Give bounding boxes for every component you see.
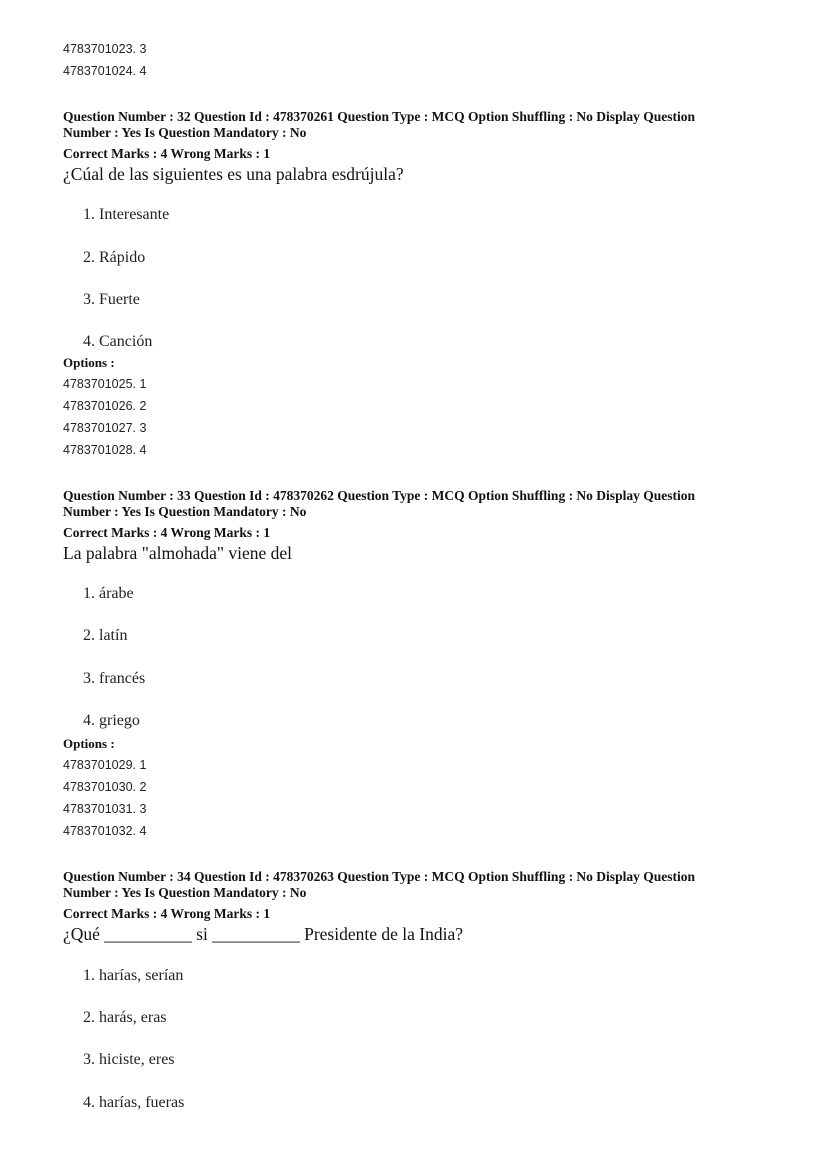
options-section — [63, 736, 146, 842]
option-row: 4783701030. 2 — [63, 780, 147, 794]
choice-item: 3. hiciste, eres — [83, 1051, 175, 1068]
option-row: 4783701024. 4 — [63, 64, 147, 78]
question-block-33 — [63, 488, 763, 564]
question-text: La palabra "almohada" viene del — [63, 543, 293, 563]
option-row: 4783701029. 1 — [63, 758, 147, 772]
choice-item: 4. harías, fueras — [83, 1094, 185, 1111]
choice-item: 2. harás, eras — [83, 1009, 167, 1026]
question-marks: Correct Marks : 4 Wrong Marks : 1 — [63, 146, 271, 161]
question-marks: Correct Marks : 4 Wrong Marks : 1 — [63, 906, 271, 921]
choice-item: 4. Canción — [83, 333, 153, 350]
option-row: 4783701025. 1 — [63, 377, 147, 391]
choice-item: 4. griego — [83, 712, 140, 729]
question-block-34 — [63, 869, 763, 945]
previous-options — [63, 38, 146, 82]
options-label: Options : — [63, 355, 115, 370]
question-header-line1: Question Number : 33 Question Id : 478370262 Question Type : MCQ Option Shuffling : No Display Question — [63, 488, 695, 503]
options-section — [63, 355, 146, 461]
choice-item: 3. francés — [83, 670, 146, 687]
question-header-line2: Number : Yes Is Question Mandatory : No — [63, 885, 307, 900]
option-row: 4783701032. 4 — [63, 824, 147, 838]
choice-item: 3. Fuerte — [83, 291, 140, 308]
question-text: ¿Qué __________ si __________ Presidente de la India? — [63, 924, 463, 944]
question-block-32 — [63, 109, 763, 185]
choice-item: 1. Interesante — [83, 206, 170, 223]
question-header-line2: Number : Yes Is Question Mandatory : No — [63, 125, 307, 140]
option-row: 4783701031. 3 — [63, 802, 147, 816]
option-row: 4783701023. 3 — [63, 42, 147, 56]
option-row: 4783701027. 3 — [63, 421, 147, 435]
option-row: 4783701026. 2 — [63, 399, 147, 413]
question-text: ¿Cúal de las siguientes es una palabra esdrújula? — [63, 164, 404, 184]
choice-item: 2. latín — [83, 627, 128, 644]
options-label: Options : — [63, 736, 115, 751]
option-row: 4783701028. 4 — [63, 443, 147, 457]
choice-item: 2. Rápido — [83, 249, 146, 266]
question-header-line2: Number : Yes Is Question Mandatory : No — [63, 504, 307, 519]
choice-item: 1. harías, serían — [83, 967, 184, 984]
choice-item: 1. árabe — [83, 585, 134, 602]
question-header-line1: Question Number : 32 Question Id : 478370261 Question Type : MCQ Option Shuffling : No Display Question — [63, 109, 695, 124]
question-marks: Correct Marks : 4 Wrong Marks : 1 — [63, 525, 271, 540]
question-header-line1: Question Number : 34 Question Id : 478370263 Question Type : MCQ Option Shuffling : No Display Question — [63, 869, 695, 884]
